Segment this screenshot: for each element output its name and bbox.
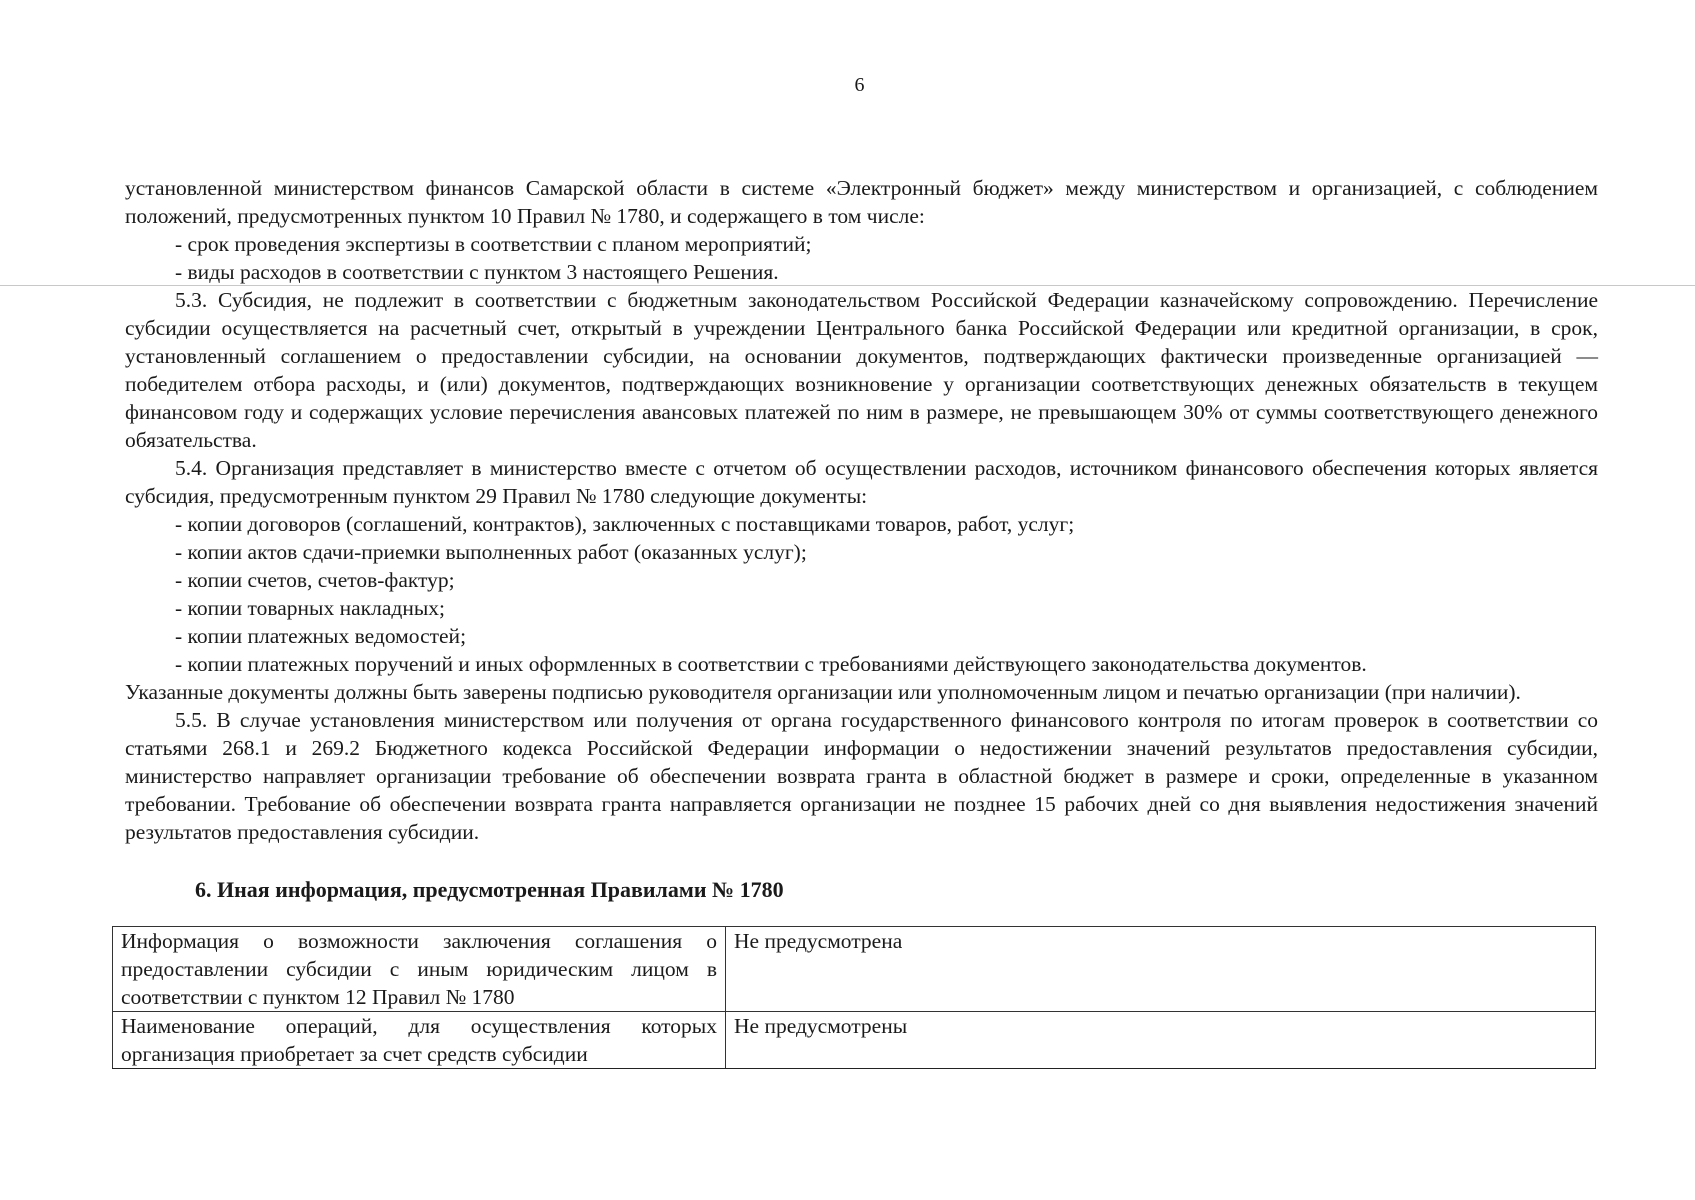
list-item: - копии актов сдачи-приемки выполненных работ (оказанных услуг); xyxy=(175,540,807,564)
documents-note: Указанные документы должны быть заверены подписью руководителя организации или уполномоченным лицом и печатью организации (при наличии). xyxy=(125,680,1521,704)
section-title: 6. Иная информация, предусмотренная Правилами № 1780 xyxy=(195,877,784,902)
list-item: - срок проведения экспертизы в соответствии с планом мероприятий; xyxy=(175,232,812,256)
list-item: - копии платежных ведомостей; xyxy=(175,624,467,648)
table-cell-value: Не предусмотрена xyxy=(726,927,1596,1012)
list-item: - копии платежных поручений и иных оформленных в соответствии с требованиями действующего законодательства документов. xyxy=(175,652,1367,676)
clause-5-3: 5.3. Субсидия, не подлежит в соответствии с бюджетным законодательством Российской Федерации казначейскому сопровождению. Перечисление субсидии осуществляется на расчетный счет, открытый в учреждении Центрального банка Российской Федерации или кредитной организации, в срок, установленный соглашением о предоставлении субсидии, на основании документов, подтверждающих фактически произведенные организацией — победителем отбора расходы, и (или) документов, подтверждающих возникновение у организации соответствующих денежных обязательств в текущем финансовом году и содержащих условие перечисления авансовых платежей по ним в размере, не превышающем 30% от суммы соответствующего денежного обязательства. xyxy=(125,288,1598,452)
table-cell-label: Информация о возможности заключения соглашения о предоставлении субсидии с иным юридическим лицом в соответствии с пунктом 12 Правил № 1780 xyxy=(113,927,726,1012)
info-table xyxy=(112,926,1596,1069)
paragraph-continuation: установленной министерством финансов Самарской области в системе «Электронный бюджет» между министерством и организацией, с соблюдением положений, предусмотренных пунктом 10 Правил № 1780, и содержащего в том числе: xyxy=(125,176,1598,228)
clause-5-5: 5.5. В случае установления министерством или получения от органа государственного финансового контроля по итогам проверок в соответствии со статьями 268.1 и 269.2 Бюджетного кодекса Российской Федерации информации о недостижении значений результатов предоставления субсидии, министерство направляет организации требование об обеспечении возврата гранта в областной бюджет в размере и сроки, определенные в указанном требовании. Требование об обеспечении возврата гранта направляется организации не позднее 15 рабочих дней со дня выявления недостижения значений результатов предоставления субсидии. xyxy=(125,708,1598,844)
list-item: - копии счетов, счетов-фактур; xyxy=(175,568,455,592)
page-number: 6 xyxy=(854,74,865,96)
table-row xyxy=(113,927,1596,1012)
clause-5-4: 5.4. Организация представляет в министерство вместе с отчетом об осуществлении расходов, источником финансового обеспечения которых является субсидия, предусмотренным пунктом 29 Правил № 1780 следующие документы: xyxy=(125,456,1598,508)
document-body xyxy=(121,174,1598,1069)
table-cell-value: Не предусмотрены xyxy=(726,1012,1596,1069)
table-cell-label: Наименование операций, для осуществления которых организация приобретает за счет средств субсидии xyxy=(113,1012,726,1069)
list-item: - копии товарных накладных; xyxy=(175,596,446,620)
list-item: - виды расходов в соответствии с пунктом 3 настоящего Решения. xyxy=(175,260,779,284)
list-item: - копии договоров (соглашений, контрактов), заключенных с поставщиками товаров, работ, услуг; xyxy=(175,512,1075,536)
table-row xyxy=(113,1012,1596,1069)
